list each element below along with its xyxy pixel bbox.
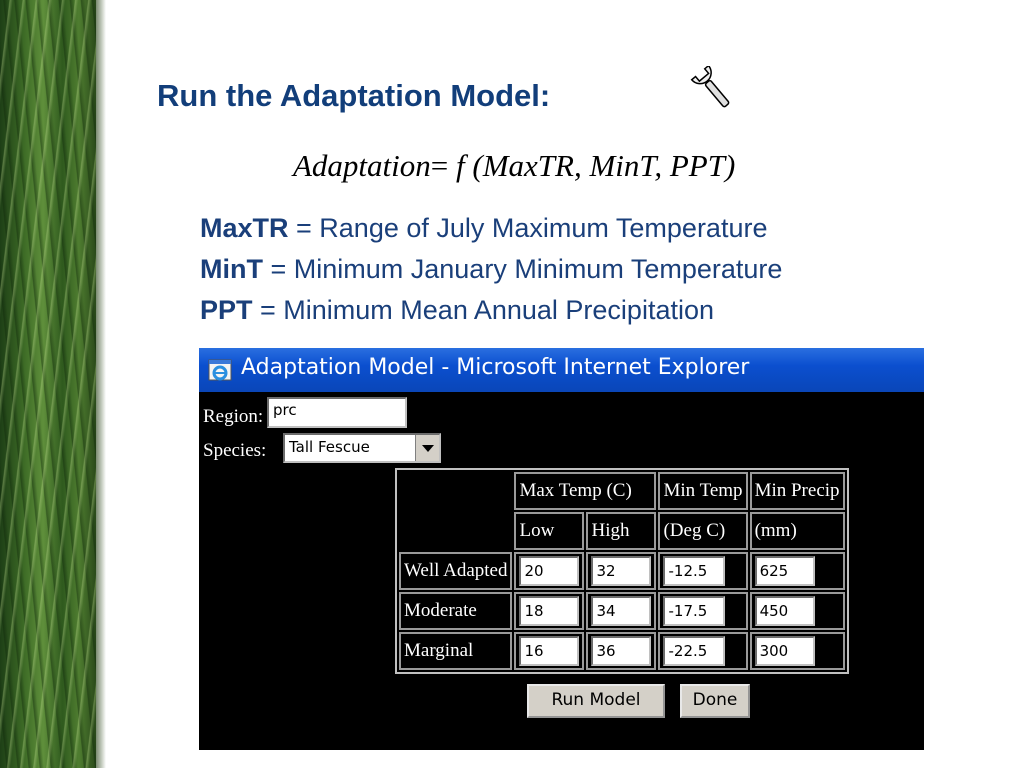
header-min-temp: Min Temp bbox=[658, 472, 747, 510]
species-value: Tall Fescue bbox=[289, 438, 370, 456]
adaptation-formula bbox=[293, 148, 735, 184]
done-button[interactable]: Done bbox=[680, 684, 750, 718]
cell-precip bbox=[750, 632, 845, 670]
run-model-button[interactable]: Run Model bbox=[527, 684, 665, 718]
species-select[interactable] bbox=[283, 433, 441, 463]
high-input[interactable]: 36 bbox=[591, 636, 651, 666]
min-temp-input[interactable]: -17.5 bbox=[663, 596, 725, 626]
formula-equals: = bbox=[430, 148, 449, 183]
definition-desc: = Minimum January Minimum Temperature bbox=[262, 254, 783, 284]
definition-desc: = Range of July Maximum Temperature bbox=[288, 213, 768, 243]
definition-term: MaxTR bbox=[200, 213, 289, 243]
row-label: Well Adapted bbox=[399, 552, 512, 590]
definition-desc: = Minimum Mean Annual Precipitation bbox=[252, 295, 714, 325]
definition-ppt bbox=[200, 290, 782, 331]
ie-icon bbox=[207, 357, 233, 383]
table-row bbox=[399, 552, 845, 590]
row-label: Moderate bbox=[399, 592, 512, 630]
header-low: Low bbox=[514, 512, 584, 550]
header-high: High bbox=[586, 512, 656, 550]
high-input[interactable]: 34 bbox=[591, 596, 651, 626]
definitions-list bbox=[200, 208, 782, 331]
chevron-down-icon[interactable] bbox=[415, 435, 439, 461]
formula-args: (MaxTR, MinT, PPT) bbox=[472, 148, 736, 183]
cell-high bbox=[586, 592, 656, 630]
precip-input[interactable]: 450 bbox=[755, 596, 815, 626]
low-input[interactable]: 20 bbox=[519, 556, 579, 586]
window-titlebar[interactable] bbox=[199, 348, 924, 392]
cell-low bbox=[514, 592, 584, 630]
cell-low bbox=[514, 552, 584, 590]
row-label: Marginal bbox=[399, 632, 512, 670]
cell-min-temp bbox=[658, 592, 747, 630]
formula-lhs: Adaptation bbox=[293, 148, 431, 183]
cell-high bbox=[586, 632, 656, 670]
table-header-row bbox=[399, 472, 845, 510]
header-max-temp: Max Temp (C) bbox=[514, 472, 656, 510]
thresholds-table bbox=[395, 468, 849, 674]
region-label: Region: bbox=[203, 406, 264, 427]
cell-precip bbox=[750, 592, 845, 630]
cell-min-temp bbox=[658, 552, 747, 590]
table-row bbox=[399, 632, 845, 670]
definition-term: PPT bbox=[200, 295, 253, 325]
page-content bbox=[199, 392, 924, 750]
slide-title: Run the Adaptation Model: bbox=[157, 78, 551, 113]
cell-high bbox=[586, 552, 656, 590]
min-temp-input[interactable]: -12.5 bbox=[663, 556, 725, 586]
cell-precip bbox=[750, 552, 845, 590]
min-temp-input[interactable]: -22.5 bbox=[663, 636, 725, 666]
header-mm: (mm) bbox=[750, 512, 845, 550]
table-corner bbox=[399, 472, 512, 550]
definition-maxtr bbox=[200, 208, 782, 249]
low-input[interactable]: 18 bbox=[519, 596, 579, 626]
cell-low bbox=[514, 632, 584, 670]
grass-background bbox=[0, 0, 96, 768]
formula-fn: f bbox=[456, 148, 465, 183]
precip-input[interactable]: 300 bbox=[755, 636, 815, 666]
definition-mint bbox=[200, 249, 782, 290]
definition-term: MinT bbox=[200, 254, 263, 284]
species-label: Species: bbox=[203, 440, 267, 461]
wrench-icon bbox=[690, 66, 736, 110]
cell-min-temp bbox=[658, 632, 747, 670]
table-row bbox=[399, 592, 845, 630]
region-input[interactable]: prc bbox=[267, 397, 407, 428]
grass-edge bbox=[96, 0, 106, 768]
window-title: Adaptation Model - Microsoft Internet Explorer bbox=[241, 355, 750, 380]
high-input[interactable]: 32 bbox=[591, 556, 651, 586]
low-input[interactable]: 16 bbox=[519, 636, 579, 666]
precip-input[interactable]: 625 bbox=[755, 556, 815, 586]
header-deg-c: (Deg C) bbox=[658, 512, 747, 550]
header-min-precip: Min Precip bbox=[750, 472, 845, 510]
ie-window bbox=[199, 348, 924, 750]
